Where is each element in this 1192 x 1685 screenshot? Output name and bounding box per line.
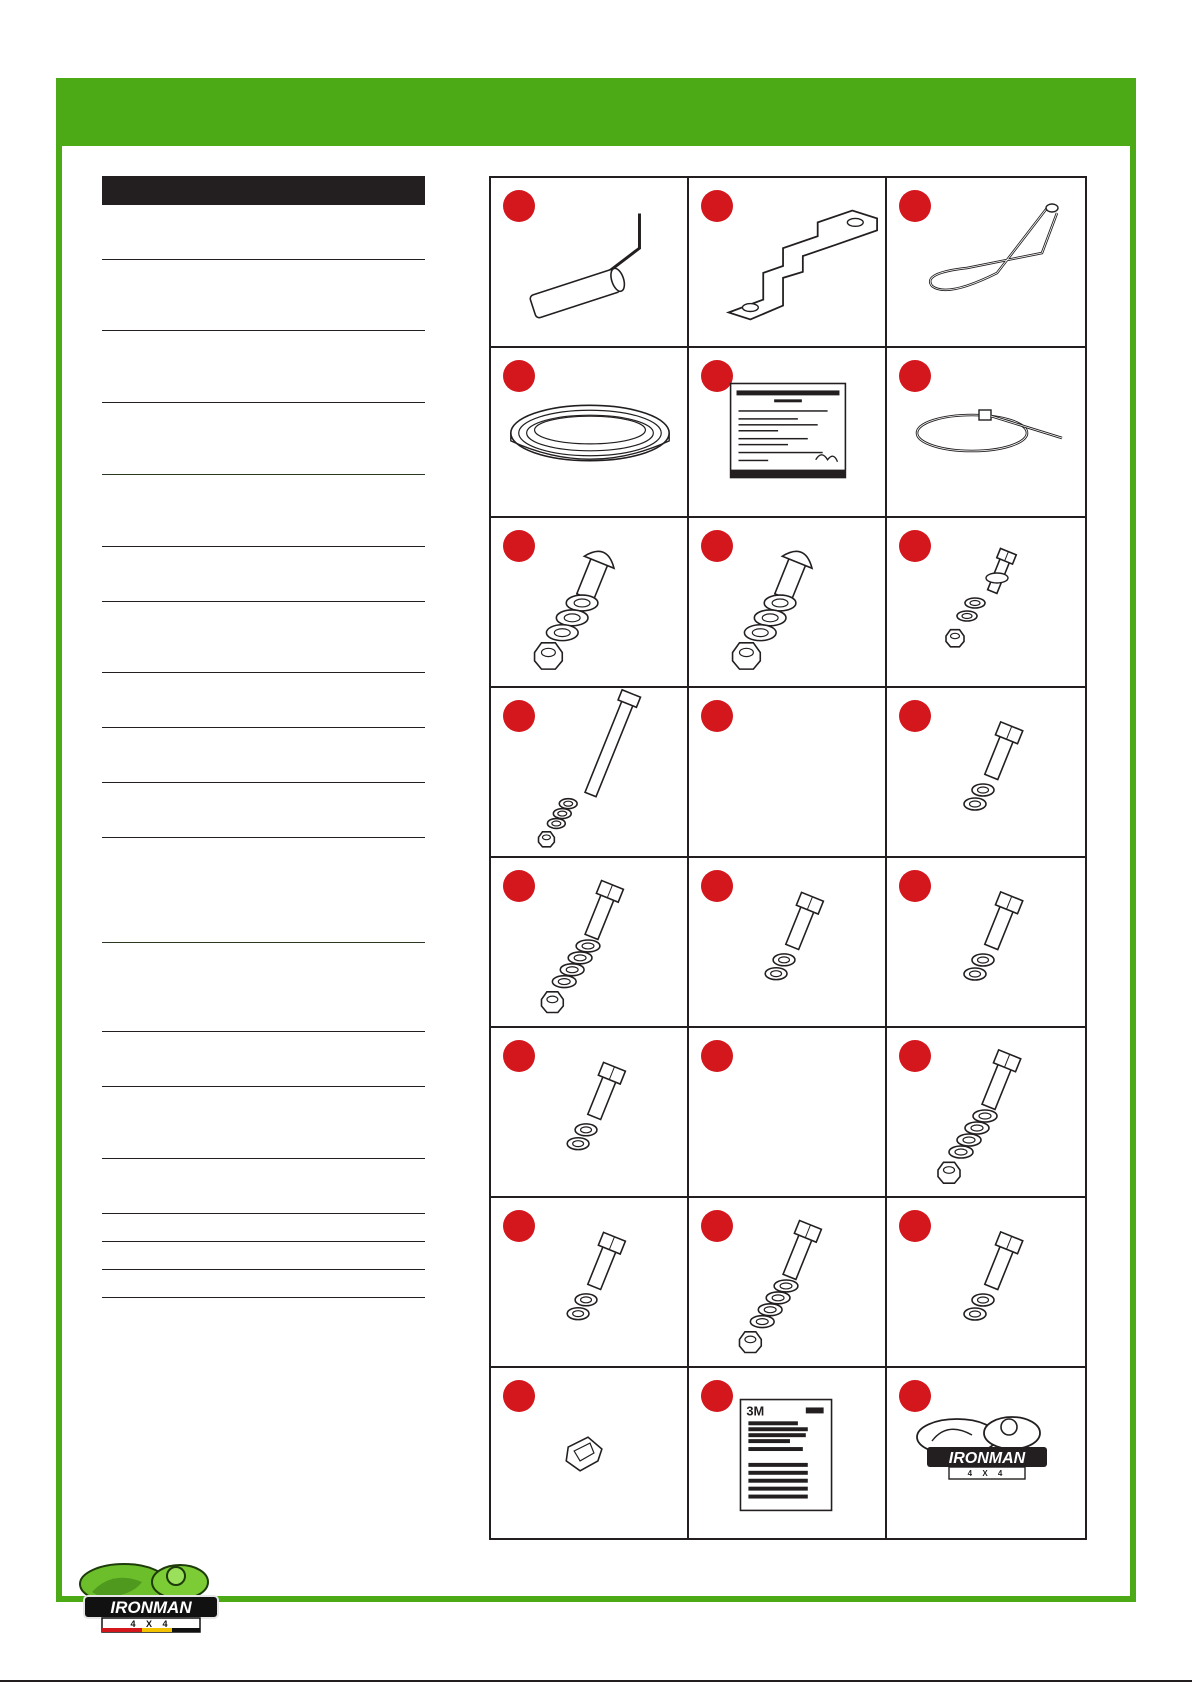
part-cell	[491, 688, 689, 858]
part-cell	[887, 1368, 1085, 1538]
cable-tie-icon	[887, 348, 1085, 516]
long-bolt-set-icon	[491, 688, 687, 856]
mounting-bracket-icon	[689, 178, 885, 346]
parts-list-row	[102, 331, 425, 403]
hex-bolt-washer-icon	[887, 688, 1085, 856]
hex-bolt-set-icon	[491, 858, 687, 1026]
part-cell	[887, 348, 1085, 518]
parts-list-row	[102, 1159, 425, 1214]
r-clip-icon	[887, 178, 1085, 346]
part-cell	[887, 858, 1085, 1028]
part-number-badge	[701, 700, 733, 732]
part-cell	[887, 688, 1085, 858]
parts-list-row	[102, 838, 425, 943]
parts-list-row	[102, 783, 425, 838]
parts-list-row	[102, 475, 425, 547]
hex-bolt-set-icon	[689, 1198, 885, 1366]
part-cell	[491, 1198, 689, 1368]
flange-bolt-set-icon	[887, 518, 1085, 686]
part-cell	[689, 1198, 887, 1368]
parts-list-row	[102, 602, 425, 673]
parts-list-row	[102, 728, 425, 783]
parts-list-row	[102, 403, 425, 475]
part-cell	[689, 688, 887, 858]
parts-list-row	[102, 260, 425, 331]
ironman-logo	[72, 1562, 230, 1638]
decal-sub: 4 X 4	[967, 1469, 1007, 1478]
part-cell	[887, 1198, 1085, 1368]
part-cell	[887, 1028, 1085, 1198]
t-handle-tool-icon	[491, 178, 687, 346]
part-cell	[689, 1368, 887, 1538]
part-cell	[491, 1368, 689, 1538]
parts-list-row	[102, 943, 425, 1032]
hex-bolt-washer-icon	[887, 858, 1085, 1026]
part-cell	[491, 348, 689, 518]
part-cell	[887, 178, 1085, 348]
button-head-bolt-set-icon	[689, 518, 885, 686]
part-cell	[689, 348, 887, 518]
part-cell	[491, 518, 689, 688]
part-cell	[887, 518, 1085, 688]
button-head-bolt-set-icon	[491, 518, 687, 686]
bottom-rule	[0, 1680, 1192, 1682]
part-cell	[491, 858, 689, 1028]
parts-list-row	[102, 547, 425, 602]
parts-list-row	[102, 673, 425, 728]
parts-list-row	[102, 1270, 425, 1298]
instruction-sheet-icon	[689, 348, 885, 516]
hex-bolt-washer-icon	[491, 1198, 687, 1366]
part-cell	[689, 178, 887, 348]
decal-wordmark: IRONMAN	[948, 1450, 1026, 1467]
logo-wordmark: IRONMAN	[110, 1598, 192, 1617]
parts-list-row	[102, 205, 425, 260]
part-number-badge	[701, 1040, 733, 1072]
3m-document-icon	[689, 1368, 885, 1538]
hex-bolt-washer-icon	[887, 1198, 1085, 1366]
ironman-decal-icon	[887, 1368, 1085, 1538]
parts-list-row	[102, 1242, 425, 1270]
header-band	[56, 78, 1136, 146]
hex-bolt-set-icon	[887, 1028, 1085, 1196]
tape-roll-icon	[491, 348, 687, 516]
part-cell	[689, 518, 887, 688]
cage-nut-icon	[491, 1368, 687, 1538]
parts-list-row	[102, 1214, 425, 1242]
part-cell	[689, 858, 887, 1028]
3m-label: 3M	[746, 1403, 765, 1419]
part-cell	[689, 1028, 887, 1198]
hex-bolt-washer-icon	[491, 1028, 687, 1196]
parts-list-row	[102, 1087, 425, 1159]
part-cell	[491, 178, 689, 348]
part-cell	[491, 1028, 689, 1198]
parts-grid	[489, 176, 1087, 1540]
hex-bolt-washer-icon	[689, 858, 885, 1026]
parts-list-row	[102, 1032, 425, 1087]
logo-sub: 4 X 4	[130, 1619, 172, 1629]
parts-list	[102, 176, 425, 1298]
parts-list-header	[102, 176, 425, 205]
